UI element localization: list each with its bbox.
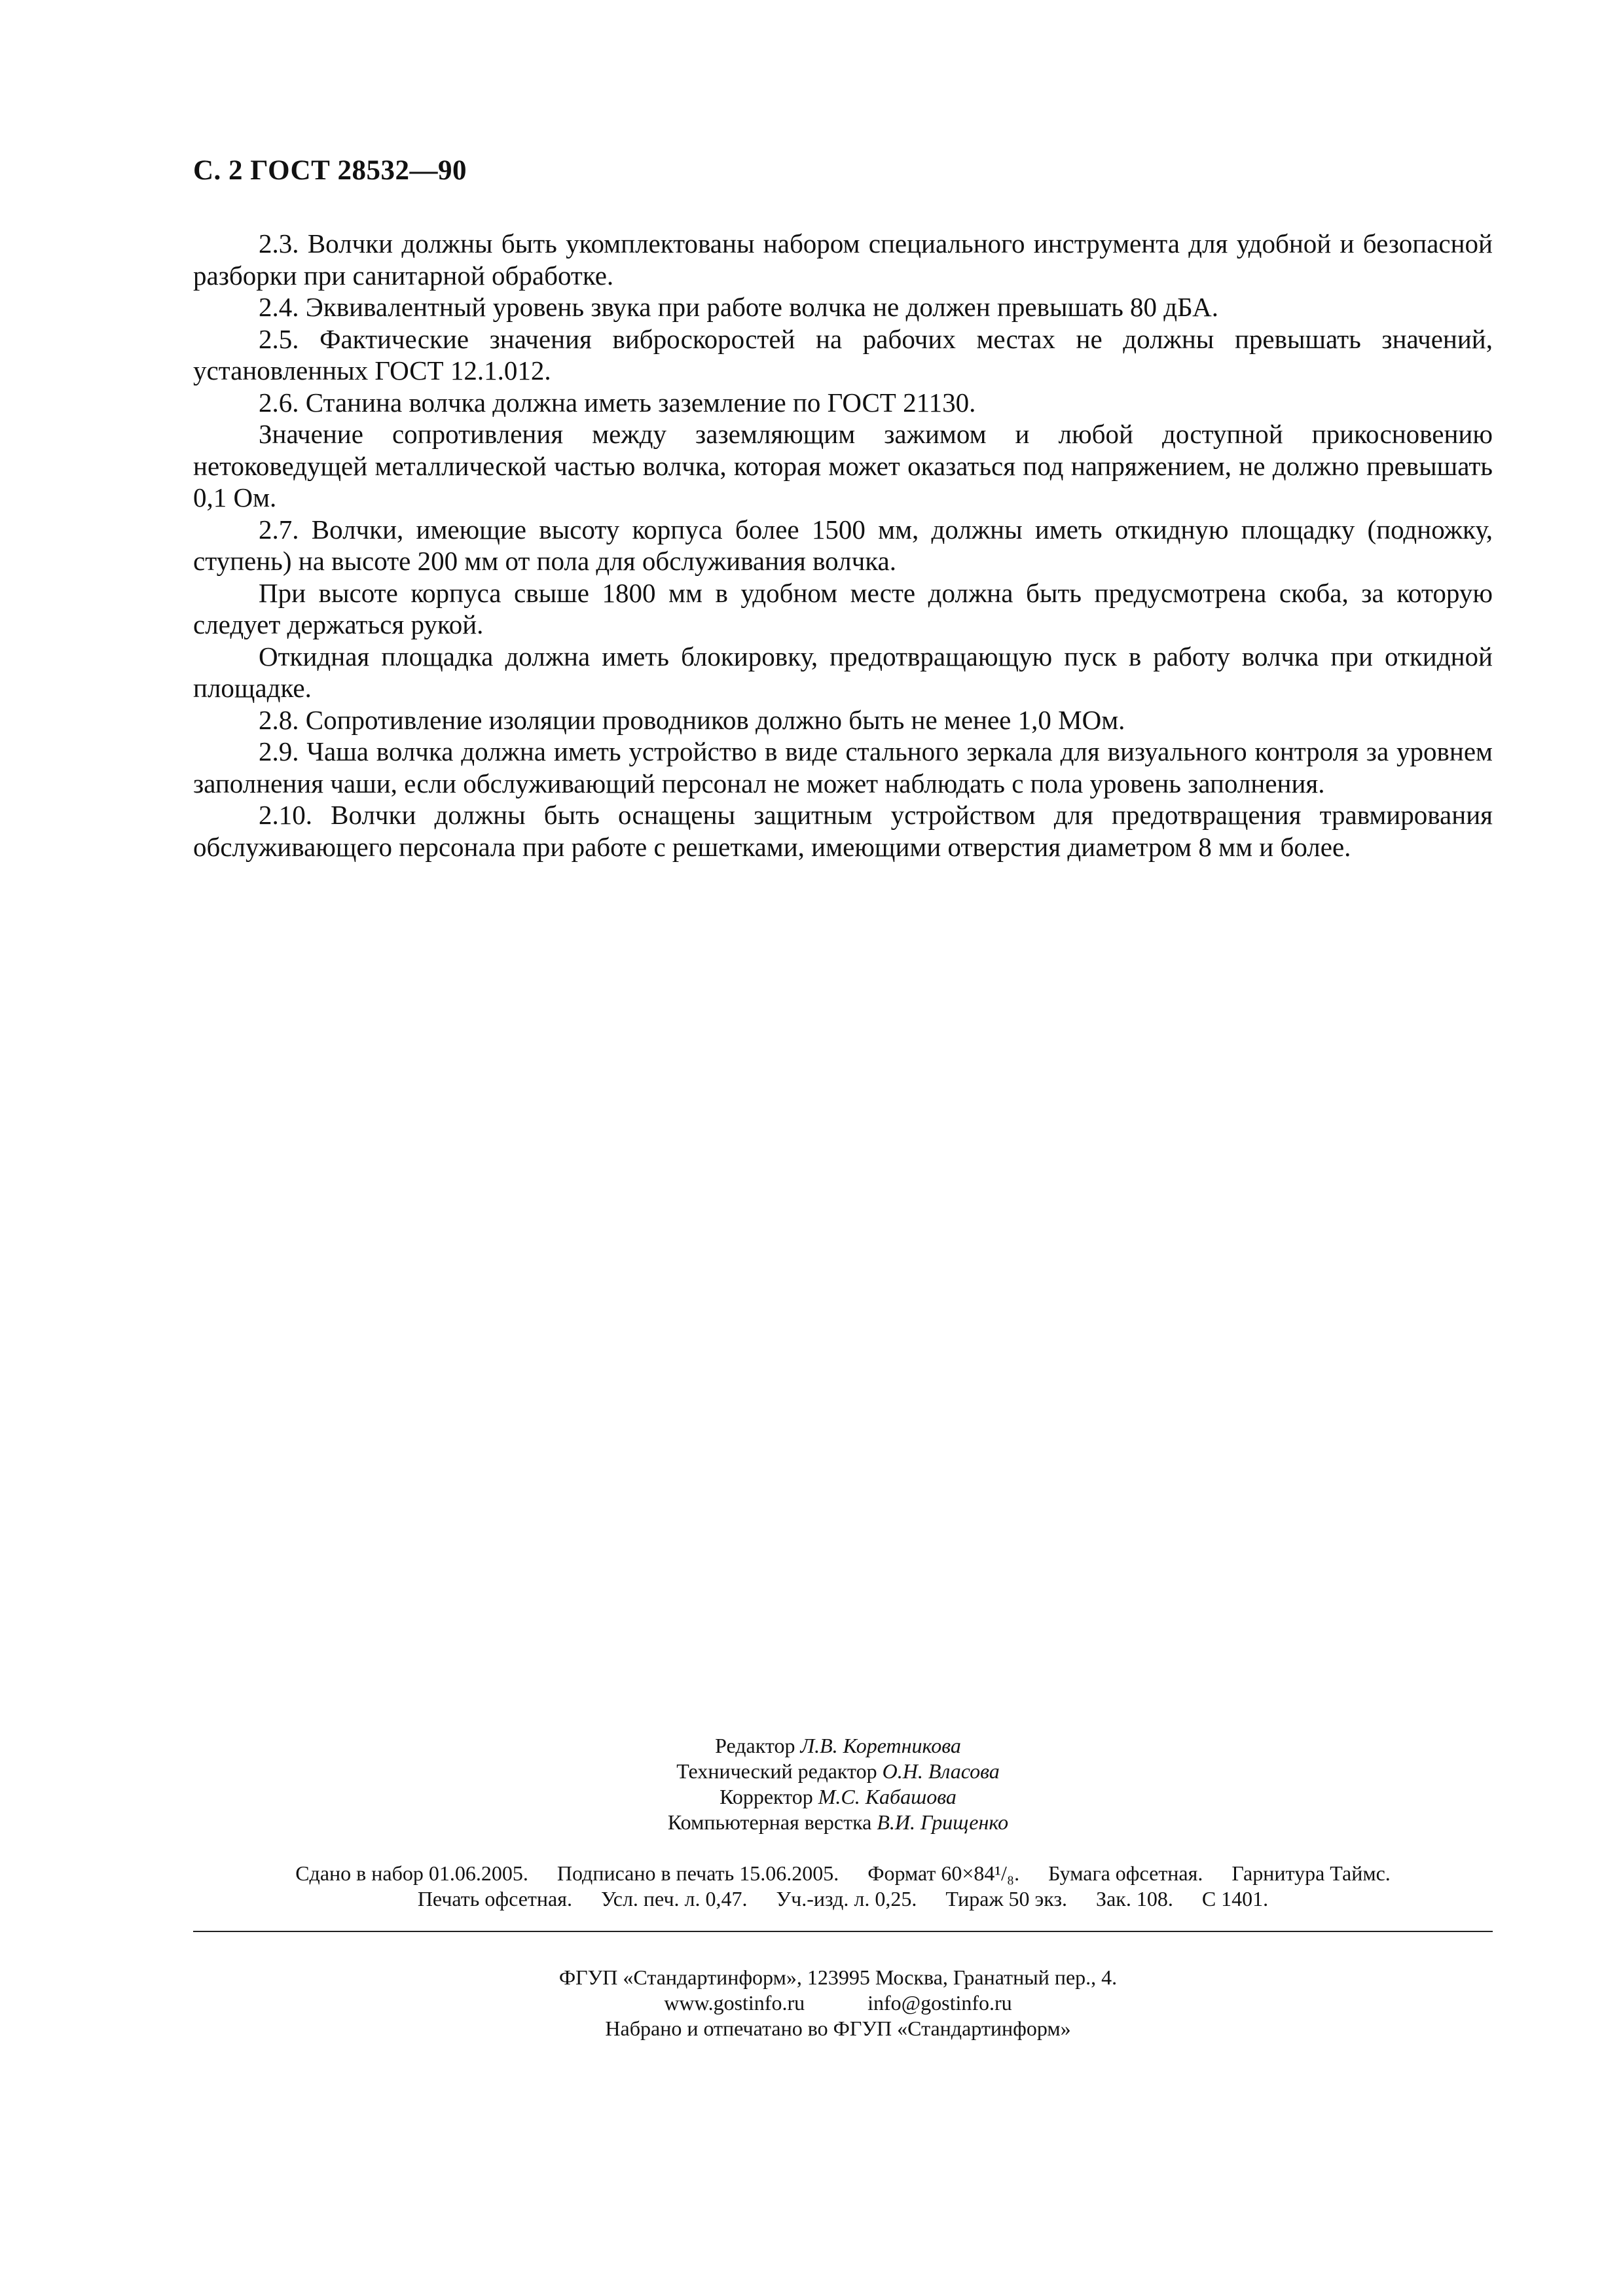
publisher-address: ФГУП «Стандартинформ», 123995 Москва, Гранатный пер., 4. [558,1965,1118,1989]
credit-technical-editor: Технический редактор О.Н. Власова [676,1759,1000,1783]
paragraph-2-6: 2.6. Станина волчка должна иметь заземление по ГОСТ 21130. [259,387,976,418]
credit-editor: Редактор Л.В. Коретникова [715,1734,961,1757]
credit-proofreader: Корректор М.С. Кабашова [720,1785,957,1808]
paragraph-2-7: 2.7. Волчки, имеющие высоту корпуса более 1500 мм, должны иметь откидную площадку (подножку, ступень) на высоте 200 мм от пола для обслуживания волчка. [193,514,1493,576]
paragraph-2-6-resistance: Значение сопротивления между заземляющим зажимом и любой доступной прикосновению нетоковедущей металлической частью волчка, которая может оказаться под напряжением, не должно превышать 0,1 Ом. [193,419,1493,512]
print-imprint [193,1861,1493,1912]
publisher-website: www.gostinfo.ru [664,1991,805,2015]
imprint-row-2: Печать офсетная. Усл. печ. л. 0,47. Уч.-изд. л. 0,25. Тираж 50 экз. Зак. 108. С 1401. [417,1887,1269,1910]
paragraph-2-5: 2.5. Фактические значения виброскоростей на рабочих местах не должны превышать значений, установленных ГОСТ 12.1.012. [193,323,1493,386]
credit-layout: Компьютерная верстка В.И. Грищенко [667,1810,1009,1834]
editorial-credits [419,1733,1257,1835]
paragraph-2-7-blocking: Откидная площадка должна иметь блокировку, предотвращающую пуск в работу волчка при откидной площадке. [193,641,1493,703]
paragraph-2-3: 2.3. Волчки должны быть укомплектованы набором специального инструмента для удобной и безопасной разборки при санитарной обработке. [193,228,1493,291]
page-header: С. 2 ГОСТ 28532—90 [193,155,467,186]
paragraph-2-7-bracket: При высоте корпуса свыше 1800 мм в удобном месте должна быть предусмотрена скоба, за которую следует держаться рукой. [193,577,1493,639]
body-text [193,228,1493,863]
publisher-email: info@gostinfo.ru [867,1991,1012,2015]
publisher-contacts [419,1990,1257,2016]
divider [193,1931,1493,1932]
publisher-info [419,1965,1257,2041]
paragraph-2-4: 2.4. Эквивалентный уровень звука при работе волчка не должен превышать 80 дБА. [259,292,1219,322]
imprint-row-1: Сдано в набор 01.06.2005. Подписано в печать 15.06.2005. Формат 60×84¹/₈. Бумага офсетная. Гарнитура Таймс. [295,1861,1391,1885]
publisher-printed-by: Набрано и отпечатано во ФГУП «Стандартинформ» [605,2017,1071,2040]
paragraph-2-8: 2.8. Сопротивление изоляции проводников должно быть не менее 1,0 МОм. [259,704,1125,735]
paragraph-2-10: 2.10. Волчки должны быть оснащены защитным устройством для предотвращения травмирования обслуживающего персонала при работе с решетками, имеющими отверстия диаметром 8 мм и более. [193,800,1493,862]
paragraph-2-9: 2.9. Чаша волчка должна иметь устройство в виде стального зеркала для визуального контроля за уровнем заполнения чаши, если обслуживающий персонал не может наблюдать с пола уровень заполнения. [193,736,1493,798]
